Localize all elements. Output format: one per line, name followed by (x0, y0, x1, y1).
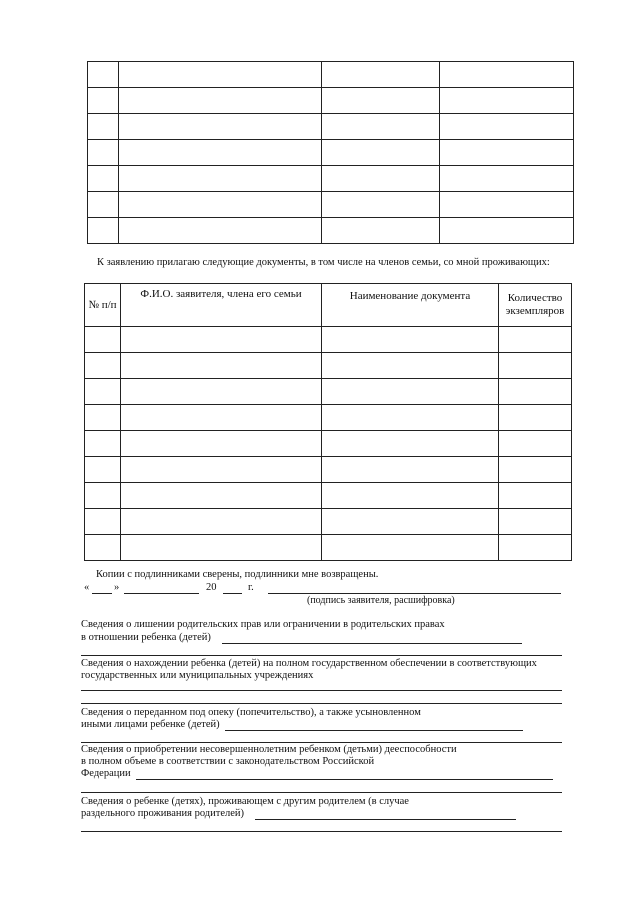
state-care-label-line1: Сведения о нахождении ребенка (детей) на полном государственном обеспечении в соответствующих (81, 658, 537, 669)
header-name: Ф.И.О. заявителя, члена его семьи (121, 284, 322, 327)
state-care-label-line2: государственных или муниципальных учреждениях (81, 670, 314, 681)
other-parent-label-line2: раздельного проживания родителей) (81, 808, 245, 819)
table-row (88, 88, 574, 114)
table-row (85, 379, 572, 405)
date-year-suffix: г. (248, 582, 254, 593)
signature-caption: (подпись заявителя, расшифровка) (307, 595, 455, 606)
guardianship-field-extra[interactable] (81, 742, 562, 743)
guardianship-label-line1: Сведения о переданном под опеку (попечительство), а также усыновленном (81, 707, 421, 718)
header-document: Наименование документа (322, 284, 499, 327)
state-care-field[interactable] (81, 690, 562, 691)
documents-intro: К заявлению прилагаю следующие документы, в том числе на членов семьи, со мной проживающих: (97, 257, 550, 268)
table-row (85, 405, 572, 431)
table-row (88, 218, 574, 244)
date-year-field[interactable] (223, 593, 242, 594)
copies-note: Копии с подлинниками сверены, подлинники мне возвращены. (96, 569, 379, 580)
continuation-table (87, 61, 574, 244)
table-header-row (85, 284, 572, 327)
table-row (88, 140, 574, 166)
capacity-field[interactable] (136, 779, 553, 780)
capacity-label-line2: в полном объеме в соответствии с законодательством Российской (81, 756, 375, 767)
date-open-quote: « (84, 582, 90, 593)
documents-table (84, 283, 572, 561)
deprivation-label-line1: Сведения о лишении родительских прав или ограничении в родительских правах (81, 619, 445, 630)
table-row (85, 353, 572, 379)
table-row (85, 431, 572, 457)
table-row (85, 509, 572, 535)
table-row (88, 62, 574, 88)
table-row (85, 483, 572, 509)
date-day-field[interactable] (92, 593, 112, 594)
header-quantity: Количество экземпляров (499, 284, 572, 327)
other-parent-label-line1: Сведения о ребенке (детях), проживающем с другим родителем (в случае (81, 796, 409, 807)
deprivation-label-line2: в отношении ребенка (детей) (81, 632, 211, 643)
date-year-prefix: 20 (206, 582, 217, 593)
deprivation-field-extra[interactable] (81, 655, 562, 656)
date-close-quote: » (114, 582, 120, 593)
capacity-field-extra[interactable] (81, 792, 562, 793)
capacity-label-line3: Федерации (81, 768, 131, 779)
state-care-field-extra[interactable] (81, 703, 562, 704)
deprivation-field[interactable] (222, 643, 522, 644)
other-parent-field-extra[interactable] (81, 831, 562, 832)
table-row (88, 192, 574, 218)
table-row (85, 535, 572, 561)
signature-field[interactable] (268, 593, 561, 594)
table-row (85, 457, 572, 483)
other-parent-field[interactable] (255, 819, 516, 820)
header-number: № п/п (85, 284, 121, 327)
guardianship-field[interactable] (225, 730, 523, 731)
table-row (88, 114, 574, 140)
date-month-field[interactable] (124, 593, 199, 594)
capacity-label-line1: Сведения о приобретении несовершеннолетним ребенком (детьми) дееспособности (81, 744, 457, 755)
table-row (88, 166, 574, 192)
table-row (85, 327, 572, 353)
guardianship-label-line2: иными лицами ребенке (детей) (81, 719, 220, 730)
